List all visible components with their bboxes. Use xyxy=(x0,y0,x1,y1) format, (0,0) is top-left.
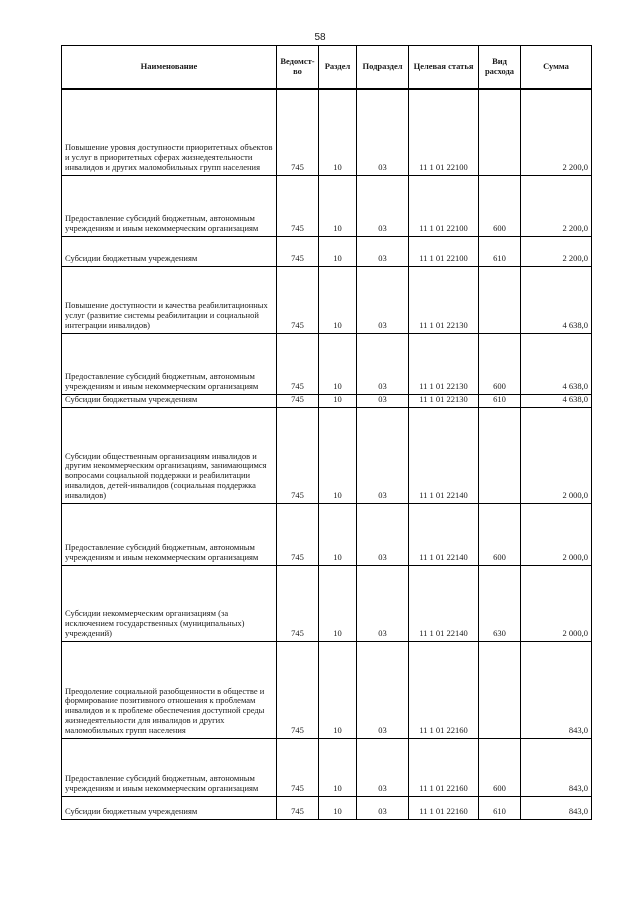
row-vedom: 745 xyxy=(277,266,319,333)
row-razdel: 10 xyxy=(319,796,357,819)
table-row xyxy=(62,236,592,266)
row-summa: 2 200,0 xyxy=(521,175,592,236)
row-celevaya: 11 1 01 22100 xyxy=(409,89,479,175)
row-celevaya: 11 1 01 22100 xyxy=(409,175,479,236)
row-vedom: 745 xyxy=(277,738,319,796)
row-podrazdel: 03 xyxy=(357,266,409,333)
row-vid: 600 xyxy=(479,175,521,236)
row-celevaya: 11 1 01 22140 xyxy=(409,503,479,565)
table-row xyxy=(62,407,592,503)
row-name: Повышение уровня доступности приоритетных объектов и услуг в приоритетных сферах жизнедеятельности инвалидов и других маломобильных групп населения xyxy=(62,89,277,175)
table-header-row xyxy=(62,46,592,90)
row-razdel: 10 xyxy=(319,641,357,738)
row-razdel: 10 xyxy=(319,175,357,236)
col-header-razdel: Раздел xyxy=(319,46,357,90)
row-podrazdel: 03 xyxy=(357,175,409,236)
row-vid: 600 xyxy=(479,503,521,565)
row-celevaya: 11 1 01 22130 xyxy=(409,394,479,407)
row-vedom: 745 xyxy=(277,236,319,266)
row-vedom: 745 xyxy=(277,407,319,503)
row-vid: 610 xyxy=(479,394,521,407)
row-summa: 843,0 xyxy=(521,641,592,738)
row-vid: 610 xyxy=(479,236,521,266)
row-vedom: 745 xyxy=(277,503,319,565)
row-razdel: 10 xyxy=(319,565,357,641)
row-razdel: 10 xyxy=(319,738,357,796)
row-celevaya: 11 1 01 22100 xyxy=(409,236,479,266)
row-podrazdel: 03 xyxy=(357,796,409,819)
table-row xyxy=(62,641,592,738)
row-podrazdel: 03 xyxy=(357,89,409,175)
row-summa: 4 638,0 xyxy=(521,333,592,394)
row-name: Субсидии бюджетным учреждениям xyxy=(62,796,277,819)
row-summa: 4 638,0 xyxy=(521,394,592,407)
row-razdel: 10 xyxy=(319,266,357,333)
row-podrazdel: 03 xyxy=(357,738,409,796)
row-vid xyxy=(479,266,521,333)
table-row xyxy=(62,333,592,394)
row-name: Предоставление субсидий бюджетным, автономным учреждениям и иным некоммерческим организациям xyxy=(62,738,277,796)
row-summa: 2 000,0 xyxy=(521,407,592,503)
row-vid xyxy=(479,407,521,503)
row-vedom: 745 xyxy=(277,796,319,819)
row-vedom: 745 xyxy=(277,641,319,738)
budget-table xyxy=(61,45,592,820)
row-summa: 4 638,0 xyxy=(521,266,592,333)
row-summa: 2 000,0 xyxy=(521,503,592,565)
row-vedom: 745 xyxy=(277,333,319,394)
row-razdel: 10 xyxy=(319,407,357,503)
table-row xyxy=(62,394,592,407)
col-header-podrazdel: Подраздел xyxy=(357,46,409,90)
row-celevaya: 11 1 01 22130 xyxy=(409,266,479,333)
row-vedom: 745 xyxy=(277,89,319,175)
col-header-celevaya: Целевая статья xyxy=(409,46,479,90)
row-vedom: 745 xyxy=(277,394,319,407)
row-vid: 600 xyxy=(479,738,521,796)
table-row xyxy=(62,266,592,333)
row-celevaya: 11 1 01 22140 xyxy=(409,565,479,641)
table-row xyxy=(62,503,592,565)
row-vid: 610 xyxy=(479,796,521,819)
row-vid xyxy=(479,641,521,738)
col-header-vedom: Ведомст-во xyxy=(277,46,319,90)
table-row xyxy=(62,565,592,641)
col-header-name: Наименование xyxy=(62,46,277,90)
row-summa: 843,0 xyxy=(521,796,592,819)
row-podrazdel: 03 xyxy=(357,641,409,738)
table-row xyxy=(62,796,592,819)
row-name: Предоставление субсидий бюджетным, автономным учреждениям и иным некоммерческим организациям xyxy=(62,175,277,236)
table-row xyxy=(62,738,592,796)
table-row xyxy=(62,175,592,236)
row-name: Субсидии бюджетным учреждениям xyxy=(62,236,277,266)
row-podrazdel: 03 xyxy=(357,503,409,565)
row-name: Субсидии общественным организациям инвалидов и другим некоммерческим организациям, занимающимся вопросами социальной поддержки и реабилитации инвалидов, детей-инвалидов (социальная поддержка инвалидов) xyxy=(62,407,277,503)
row-celevaya: 11 1 01 22160 xyxy=(409,738,479,796)
row-name: Предоставление субсидий бюджетным, автономным учреждениям и иным некоммерческим организациям xyxy=(62,333,277,394)
row-name: Субсидии бюджетным учреждениям xyxy=(62,394,277,407)
row-summa: 843,0 xyxy=(521,738,592,796)
row-podrazdel: 03 xyxy=(357,394,409,407)
row-razdel: 10 xyxy=(319,394,357,407)
row-vid xyxy=(479,89,521,175)
row-celevaya: 11 1 01 22130 xyxy=(409,333,479,394)
row-razdel: 10 xyxy=(319,236,357,266)
row-vid: 630 xyxy=(479,565,521,641)
row-vid: 600 xyxy=(479,333,521,394)
row-razdel: 10 xyxy=(319,333,357,394)
page-number: 58 xyxy=(314,32,326,43)
row-podrazdel: 03 xyxy=(357,236,409,266)
row-summa: 2 200,0 xyxy=(521,236,592,266)
row-name: Субсидии некоммерческим организациям (за исключением государственных (муниципальных) учреждений) xyxy=(62,565,277,641)
row-celevaya: 11 1 01 22140 xyxy=(409,407,479,503)
col-header-summa: Сумма xyxy=(521,46,592,90)
row-podrazdel: 03 xyxy=(357,407,409,503)
row-vedom: 745 xyxy=(277,565,319,641)
row-name: Предоставление субсидий бюджетным, автономным учреждениям и иным некоммерческим организациям xyxy=(62,503,277,565)
row-podrazdel: 03 xyxy=(357,333,409,394)
row-razdel: 10 xyxy=(319,503,357,565)
row-celevaya: 11 1 01 22160 xyxy=(409,641,479,738)
row-vedom: 745 xyxy=(277,175,319,236)
row-razdel: 10 xyxy=(319,89,357,175)
col-header-vid: Вид расхода xyxy=(479,46,521,90)
row-summa: 2 000,0 xyxy=(521,565,592,641)
row-podrazdel: 03 xyxy=(357,565,409,641)
row-name: Преодоление социальной разобщенности в обществе и формирование позитивного отношения к проблемам инвалидов и к проблеме обеспечения доступной среды жизнедеятельности для инвалидов и других маломобильных групп населения xyxy=(62,641,277,738)
row-name: Повышение доступности и качества реабилитационных услуг (развитие системы реабилитации и социальной интеграции инвалидов) xyxy=(62,266,277,333)
row-celevaya: 11 1 01 22160 xyxy=(409,796,479,819)
row-summa: 2 200,0 xyxy=(521,89,592,175)
table-row xyxy=(62,89,592,175)
